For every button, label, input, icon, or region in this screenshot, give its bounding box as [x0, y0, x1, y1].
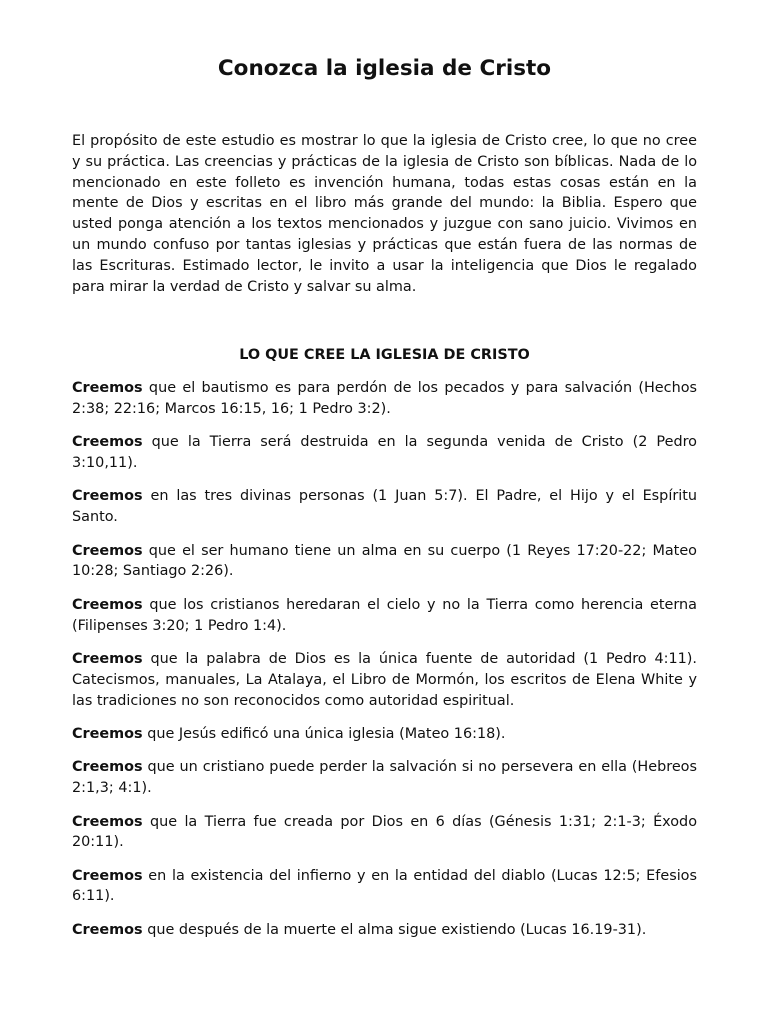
- document-title: Conozca la iglesia de Cristo: [217, 56, 552, 81]
- beliefs-list: [72, 378, 697, 953]
- belief-lead: Creemos: [72, 380, 143, 396]
- intro-paragraph: El propósito de este estudio es mostrar lo que la iglesia de Cristo cree, lo que no cree y su práctica. Las creencias y prácticas de la iglesia de Cristo son bíblicas. Nada de lo mencionado en este folleto es invención humana, todas estas cosas están en la mente de Dios y escritas en el libro más grande del mundo: la Biblia. Espero que usted ponga atención a los textos mencionados y juzgue con sano juicio. Vivimos en un mundo confuso por tantas iglesias y prácticas que están fuera de las normas de las Escrituras. Estimado lector, le invito a usar la inteligencia que Dios le regalado para mirar la verdad de Cristo y salvar su alma.: [72, 133, 697, 295]
- belief-item: [72, 486, 697, 528]
- belief-text: que los cristianos heredaran el cielo y no la Tierra como herencia eterna (Filipenses 3:20; 1 Pedro 1:4).: [72, 596, 697, 634]
- belief-lead: Creemos: [72, 813, 143, 830]
- belief-lead: Creemos: [72, 596, 143, 613]
- belief-text: en la existencia del infierno y en la entidad del diablo (Lucas 12:5; Efesios 6:11).: [72, 867, 697, 905]
- belief-lead: Creemos: [72, 867, 143, 884]
- belief-item: [72, 649, 697, 711]
- belief-text: que la Tierra será destruida en la segunda venida de Cristo (2 Pedro 3:10,11).: [72, 434, 697, 471]
- belief-text: que el bautismo es para perdón de los pecados y para salvación (Hechos 2:38; 22:16; Marcos 16:15, 16; 1 Pedro 3:2).: [72, 380, 697, 417]
- belief-text: que después de la muerte el alma sigue existiendo (Lucas 16.19-31).: [142, 921, 647, 938]
- belief-text: que un cristiano puede perder la salvación si no persevera en ella (Hebreos 2:1,3; 4:1).: [72, 759, 697, 797]
- belief-item: [72, 920, 697, 941]
- belief-item: [72, 812, 697, 854]
- belief-lead: Creemos: [72, 434, 143, 451]
- section-heading: LO QUE CREE LA IGLESIA DE CRISTO: [239, 347, 530, 363]
- belief-item: [72, 757, 697, 799]
- belief-lead: Creemos: [72, 759, 143, 776]
- belief-text: que el ser humano tiene un alma en su cuerpo (1 Reyes 17:20-22; Mateo 10:28; Santiago 2:26).: [72, 542, 697, 580]
- belief-item: [72, 724, 697, 745]
- belief-item: [72, 866, 697, 908]
- belief-text: que la palabra de Dios es la única fuente de autoridad (1 Pedro 4:11). Catecismos, manuales, La Atalaya, el Libro de Mormón, los escritos de Elena White y las tradiciones no son reconocidos como autoridad espiritual.: [72, 650, 697, 709]
- belief-lead: Creemos: [72, 542, 143, 559]
- belief-lead: Creemos: [72, 725, 143, 742]
- belief-item: [72, 541, 697, 583]
- belief-item: [72, 378, 697, 420]
- belief-item: [72, 432, 697, 474]
- belief-lead: Creemos: [72, 650, 143, 667]
- belief-item: [72, 595, 697, 637]
- belief-text: en las tres divinas personas (1 Juan 5:7). El Padre, el Hijo y el Espíritu Santo.: [72, 488, 697, 526]
- belief-lead: Creemos: [72, 921, 143, 938]
- belief-text: que Jesús edificó una única iglesia (Mateo 16:18).: [142, 725, 506, 742]
- belief-lead: Creemos: [72, 488, 143, 505]
- belief-text: que la Tierra fue creada por Dios en 6 días (Génesis 1:31; 2:1-3; Éxodo 20:11).: [72, 813, 697, 851]
